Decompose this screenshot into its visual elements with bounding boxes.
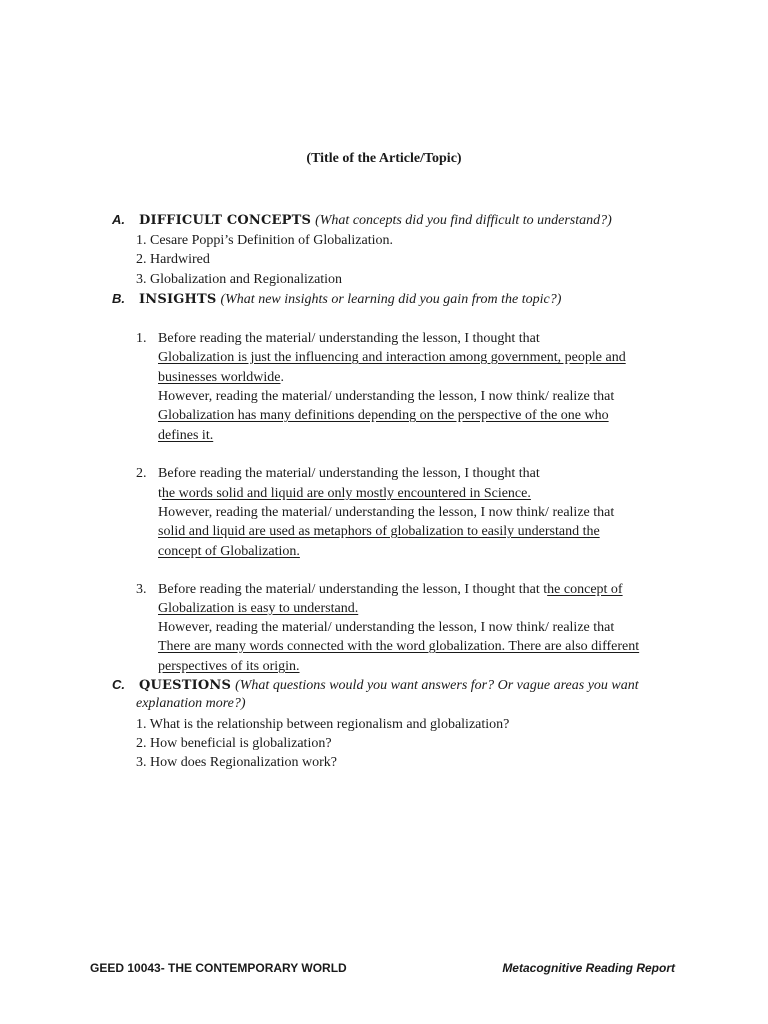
insight-before-text: Before reading the material/ understanding the lesson, I thought that t — [158, 582, 548, 597]
section-a-letter: A. — [112, 212, 125, 227]
insight-thought: he words solid and liquid are only mostly encountered in Science. — [161, 486, 531, 501]
insight-however-text: However, reading the material/ understanding the lesson, I now think/ realize that — [158, 620, 615, 635]
question-item: 1. What is the relationship between regionalism and globalization? — [136, 717, 510, 732]
insight-realization: solid and liquid are used as metaphors of globalization to easily understand the — [158, 524, 600, 539]
footer-course: GEED 10043- THE CONTEMPORARY WORLD — [90, 961, 347, 975]
difficult-concept-item: 3. Globalization and Regionalization — [136, 272, 343, 287]
section-c-letter: C. — [112, 677, 125, 692]
section-c-hint-continued: explanation more?) — [136, 696, 246, 711]
section-b-hint: (What new insights or learning did you gain from the topic?) — [220, 292, 562, 307]
insight-thought-prefix: t — [158, 486, 162, 501]
section-c-header — [112, 676, 639, 694]
section-c-hint: (What questions would you want answers for? Or vague areas you want — [235, 678, 639, 693]
section-a-heading: DIFFICULT CONCEPTS — [139, 213, 312, 228]
section-b-heading: INSIGHTS — [139, 292, 217, 307]
insight-realization: concept of Globalization. — [158, 544, 300, 559]
insight-thought: Globalization is easy to understand. — [158, 601, 359, 616]
insight-thought: he concept of — [547, 582, 623, 597]
insight-thought-line — [158, 368, 284, 388]
difficult-concept-item: 1. Cesare Poppi’s Definition of Globalization. — [136, 233, 394, 248]
insight-realization: perspectives of its origin. — [158, 659, 300, 674]
insight-before-text: Before reading the material/ understanding the lesson, I thought that — [158, 466, 540, 481]
difficult-concept-item: 2. Hardwired — [136, 252, 210, 267]
insight-realization: defines it. — [158, 428, 214, 443]
section-a-hint: (What concepts did you find difficult to understand?) — [315, 213, 612, 228]
insight-number: 2. — [136, 466, 147, 481]
section-b-header — [112, 290, 561, 308]
section-c-heading: QUESTIONS — [139, 678, 232, 693]
insight-thought: businesses worldwide — [158, 370, 281, 385]
page-title: (Title of the Article/Topic) — [306, 151, 462, 166]
insight-however-text: However, reading the material/ understanding the lesson, I now think/ realize that — [158, 389, 615, 404]
insight-before-line — [158, 580, 623, 600]
insight-thought-line — [158, 484, 531, 504]
question-item: 2. How beneficial is globalization? — [136, 736, 332, 751]
section-a-header — [112, 211, 612, 229]
insight-realization: Globalization has many definitions depending on the perspective of the one who — [158, 408, 609, 423]
question-item: 3. How does Regionalization work? — [136, 755, 338, 770]
section-b-letter: B. — [112, 291, 125, 306]
insight-number: 3. — [136, 582, 147, 597]
insight-realization: There are many words connected with the word globalization. There are also different — [158, 639, 640, 654]
insight-however-text: However, reading the material/ understanding the lesson, I now think/ realize that — [158, 505, 615, 520]
insight-thought: Globalization is just the influencing and interaction among government, people and — [158, 350, 626, 365]
footer-report-type: Metacognitive Reading Report — [502, 961, 675, 975]
insight-before-text: Before reading the material/ understanding the lesson, I thought that — [158, 331, 540, 346]
insight-number: 1. — [136, 331, 147, 346]
insight-thought-tail: . — [280, 370, 284, 385]
